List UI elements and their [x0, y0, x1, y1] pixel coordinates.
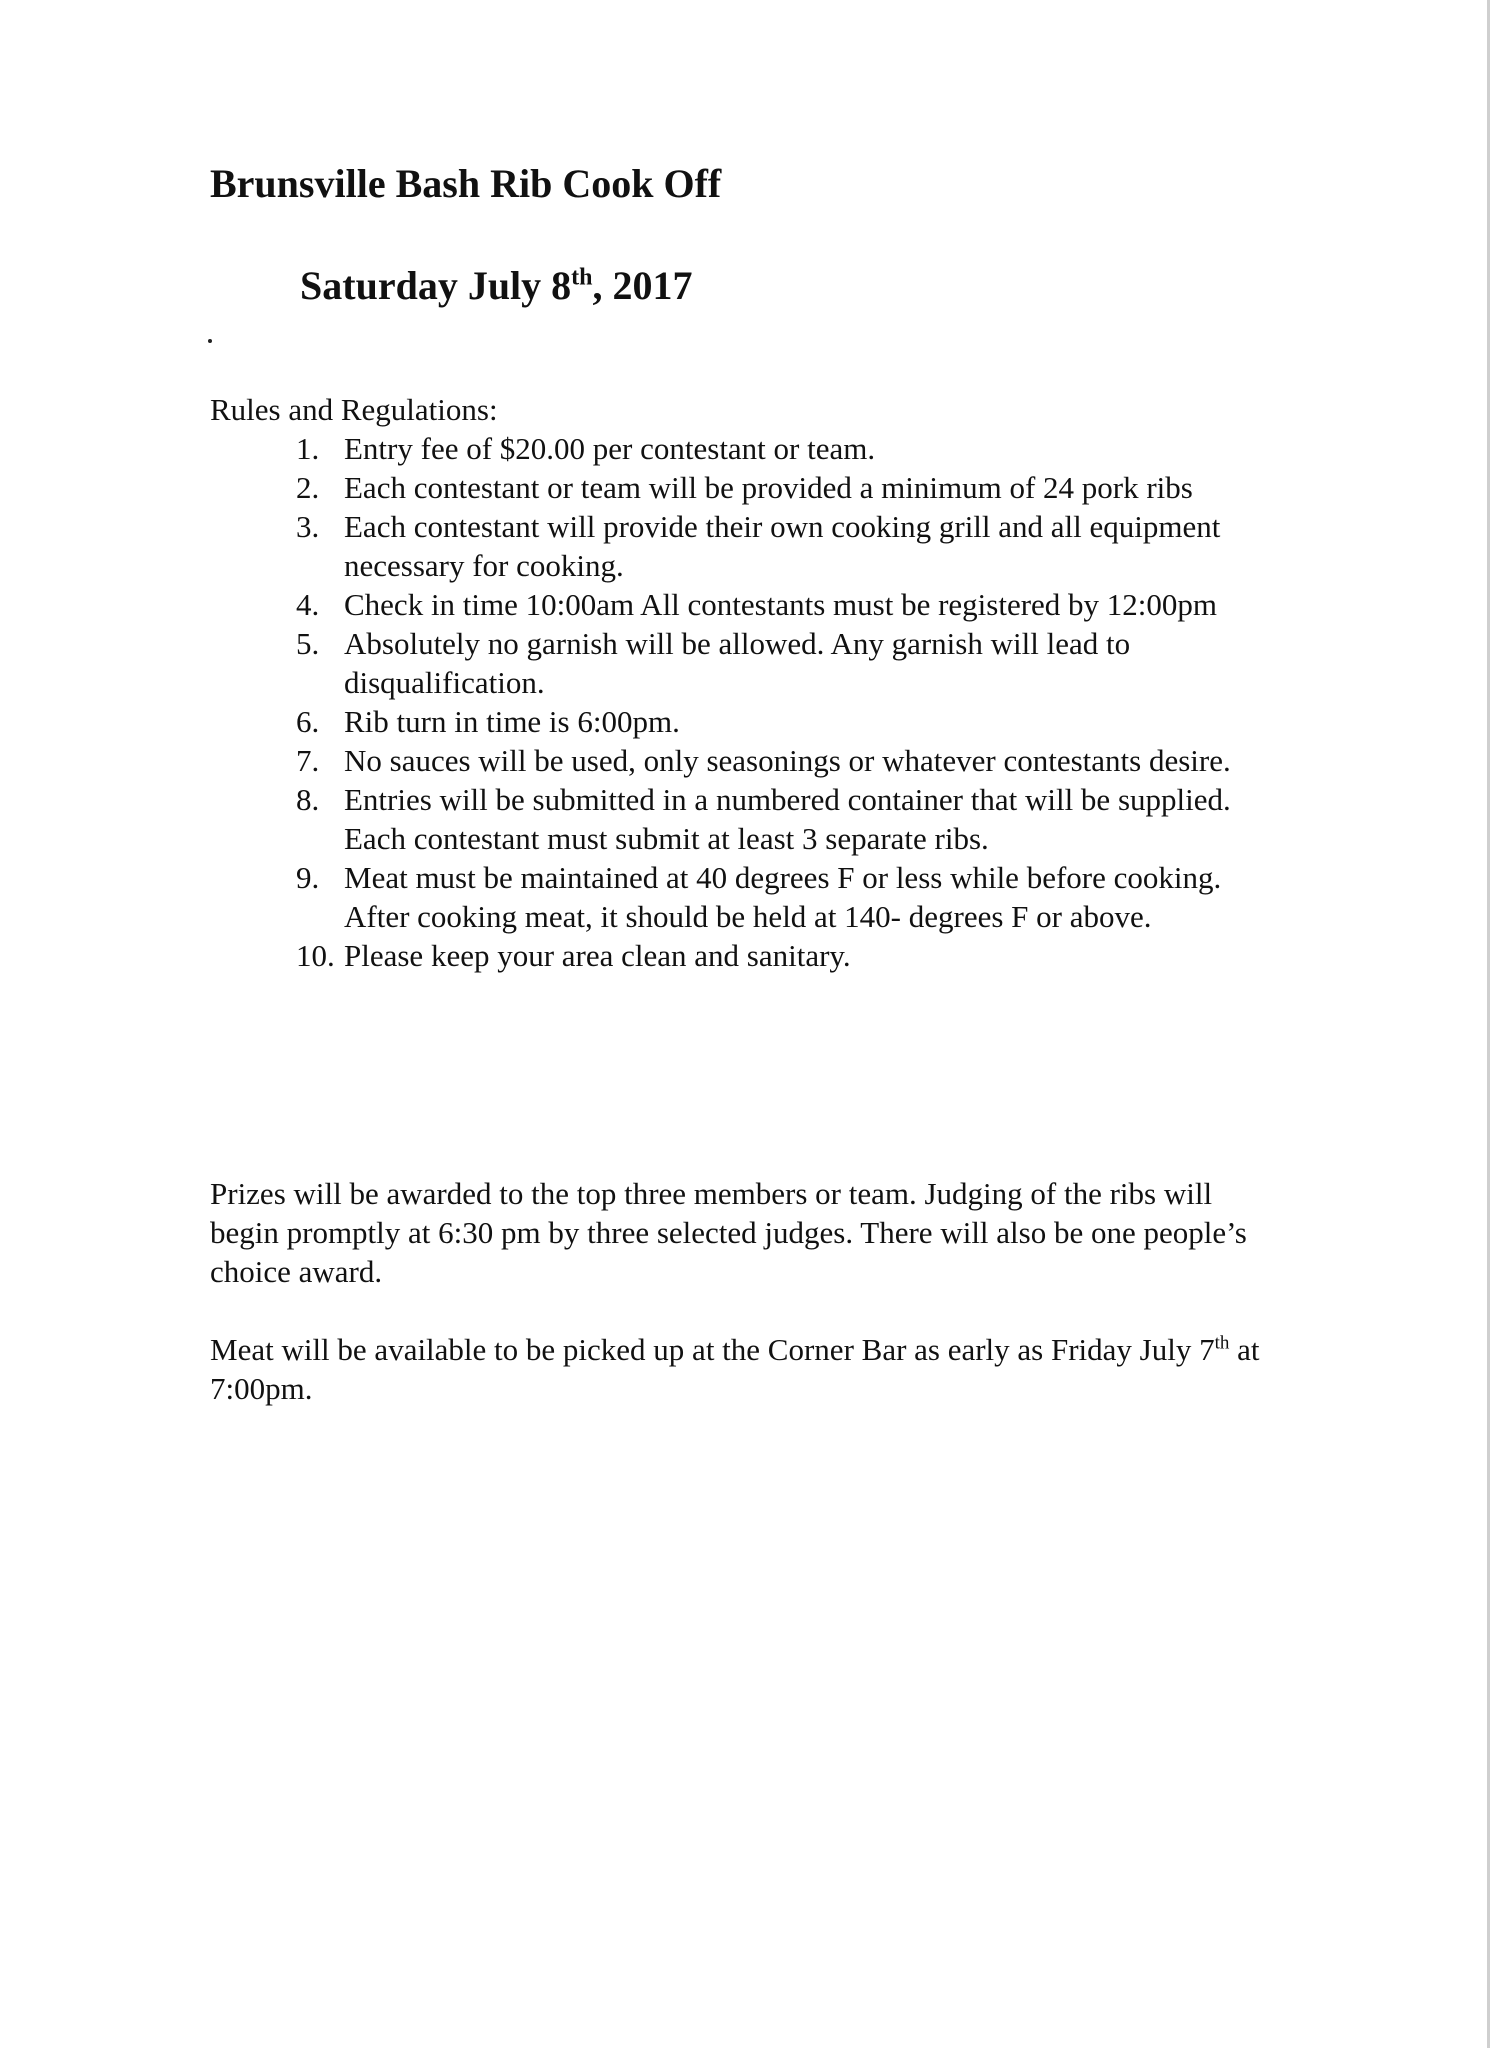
rule-text: Rib turn in time is 6:00pm. — [344, 704, 680, 739]
meat-pickup-ordinal: th — [1214, 1332, 1230, 1354]
rule-number: 3. — [296, 509, 320, 544]
meat-pickup-paragraph — [210, 1330, 1285, 1408]
rule-number: 8. — [296, 782, 320, 817]
document-title: Brunsville Bash Rib Cook Off — [210, 161, 722, 206]
rule-number: 4. — [296, 587, 320, 622]
event-date-year: , 2017 — [592, 263, 693, 308]
rule-item — [210, 468, 1285, 507]
meat-pickup-time: at 7:00pm. — [210, 1332, 1260, 1406]
rule-number: 10. — [296, 938, 335, 973]
event-date-ordinal: th — [571, 264, 593, 291]
rule-text: Entries will be submitted in a numbered container that will be supplied. Each contestant must submit at least 3 separate ribs. — [344, 782, 1231, 856]
rule-text: Entry fee of $20.00 per contestant or team. — [344, 431, 876, 466]
rule-item — [210, 585, 1285, 624]
rule-number: 9. — [296, 860, 320, 895]
rule-number: 7. — [296, 743, 320, 778]
rule-item — [210, 780, 1285, 858]
rule-item — [210, 507, 1285, 585]
event-date — [300, 262, 693, 309]
rule-item — [210, 936, 1285, 975]
rule-text: Each contestant or team will be provided a minimum of 24 pork ribs — [344, 470, 1193, 505]
rule-item — [210, 858, 1285, 936]
prizes-paragraph: Prizes will be awarded to the top three members or team. Judging of the ribs will begin promptly at 6:30 pm by three selected judges. There will also be one people’s choice award. — [210, 1176, 1247, 1289]
rule-text: Meat must be maintained at 40 degrees F or less while before cooking. After cooking meat, it should be held at 140- degrees F or above. — [344, 860, 1222, 934]
rule-text: Check in time 10:00am All contestants must be registered by 12:00pm — [344, 587, 1218, 622]
rule-number: 1. — [296, 431, 320, 466]
rule-item — [210, 429, 1285, 468]
rule-number: 5. — [296, 626, 320, 661]
rules-heading: Rules and Regulations: — [210, 392, 498, 427]
rule-text: No sauces will be used, only seasonings or whatever contestants desire. — [344, 743, 1231, 778]
scan-dot-mark — [208, 339, 212, 343]
rule-text: Each contestant will provide their own cooking grill and all equipment necessary for cooking. — [344, 509, 1221, 583]
rule-item — [210, 702, 1285, 741]
rule-number: 6. — [296, 704, 320, 739]
meat-pickup-text: Meat will be available to be picked up at the Corner Bar as early as Friday July 7 — [210, 1332, 1215, 1367]
rule-item — [210, 741, 1285, 780]
rule-item — [210, 624, 1285, 702]
rule-number: 2. — [296, 470, 320, 505]
event-date-day: Saturday July 8 — [300, 263, 572, 308]
rule-text: Please keep your area clean and sanitary. — [344, 938, 851, 973]
rules-list — [210, 429, 1285, 975]
rule-text: Absolutely no garnish will be allowed. Any garnish will lead to disqualification. — [344, 626, 1131, 700]
